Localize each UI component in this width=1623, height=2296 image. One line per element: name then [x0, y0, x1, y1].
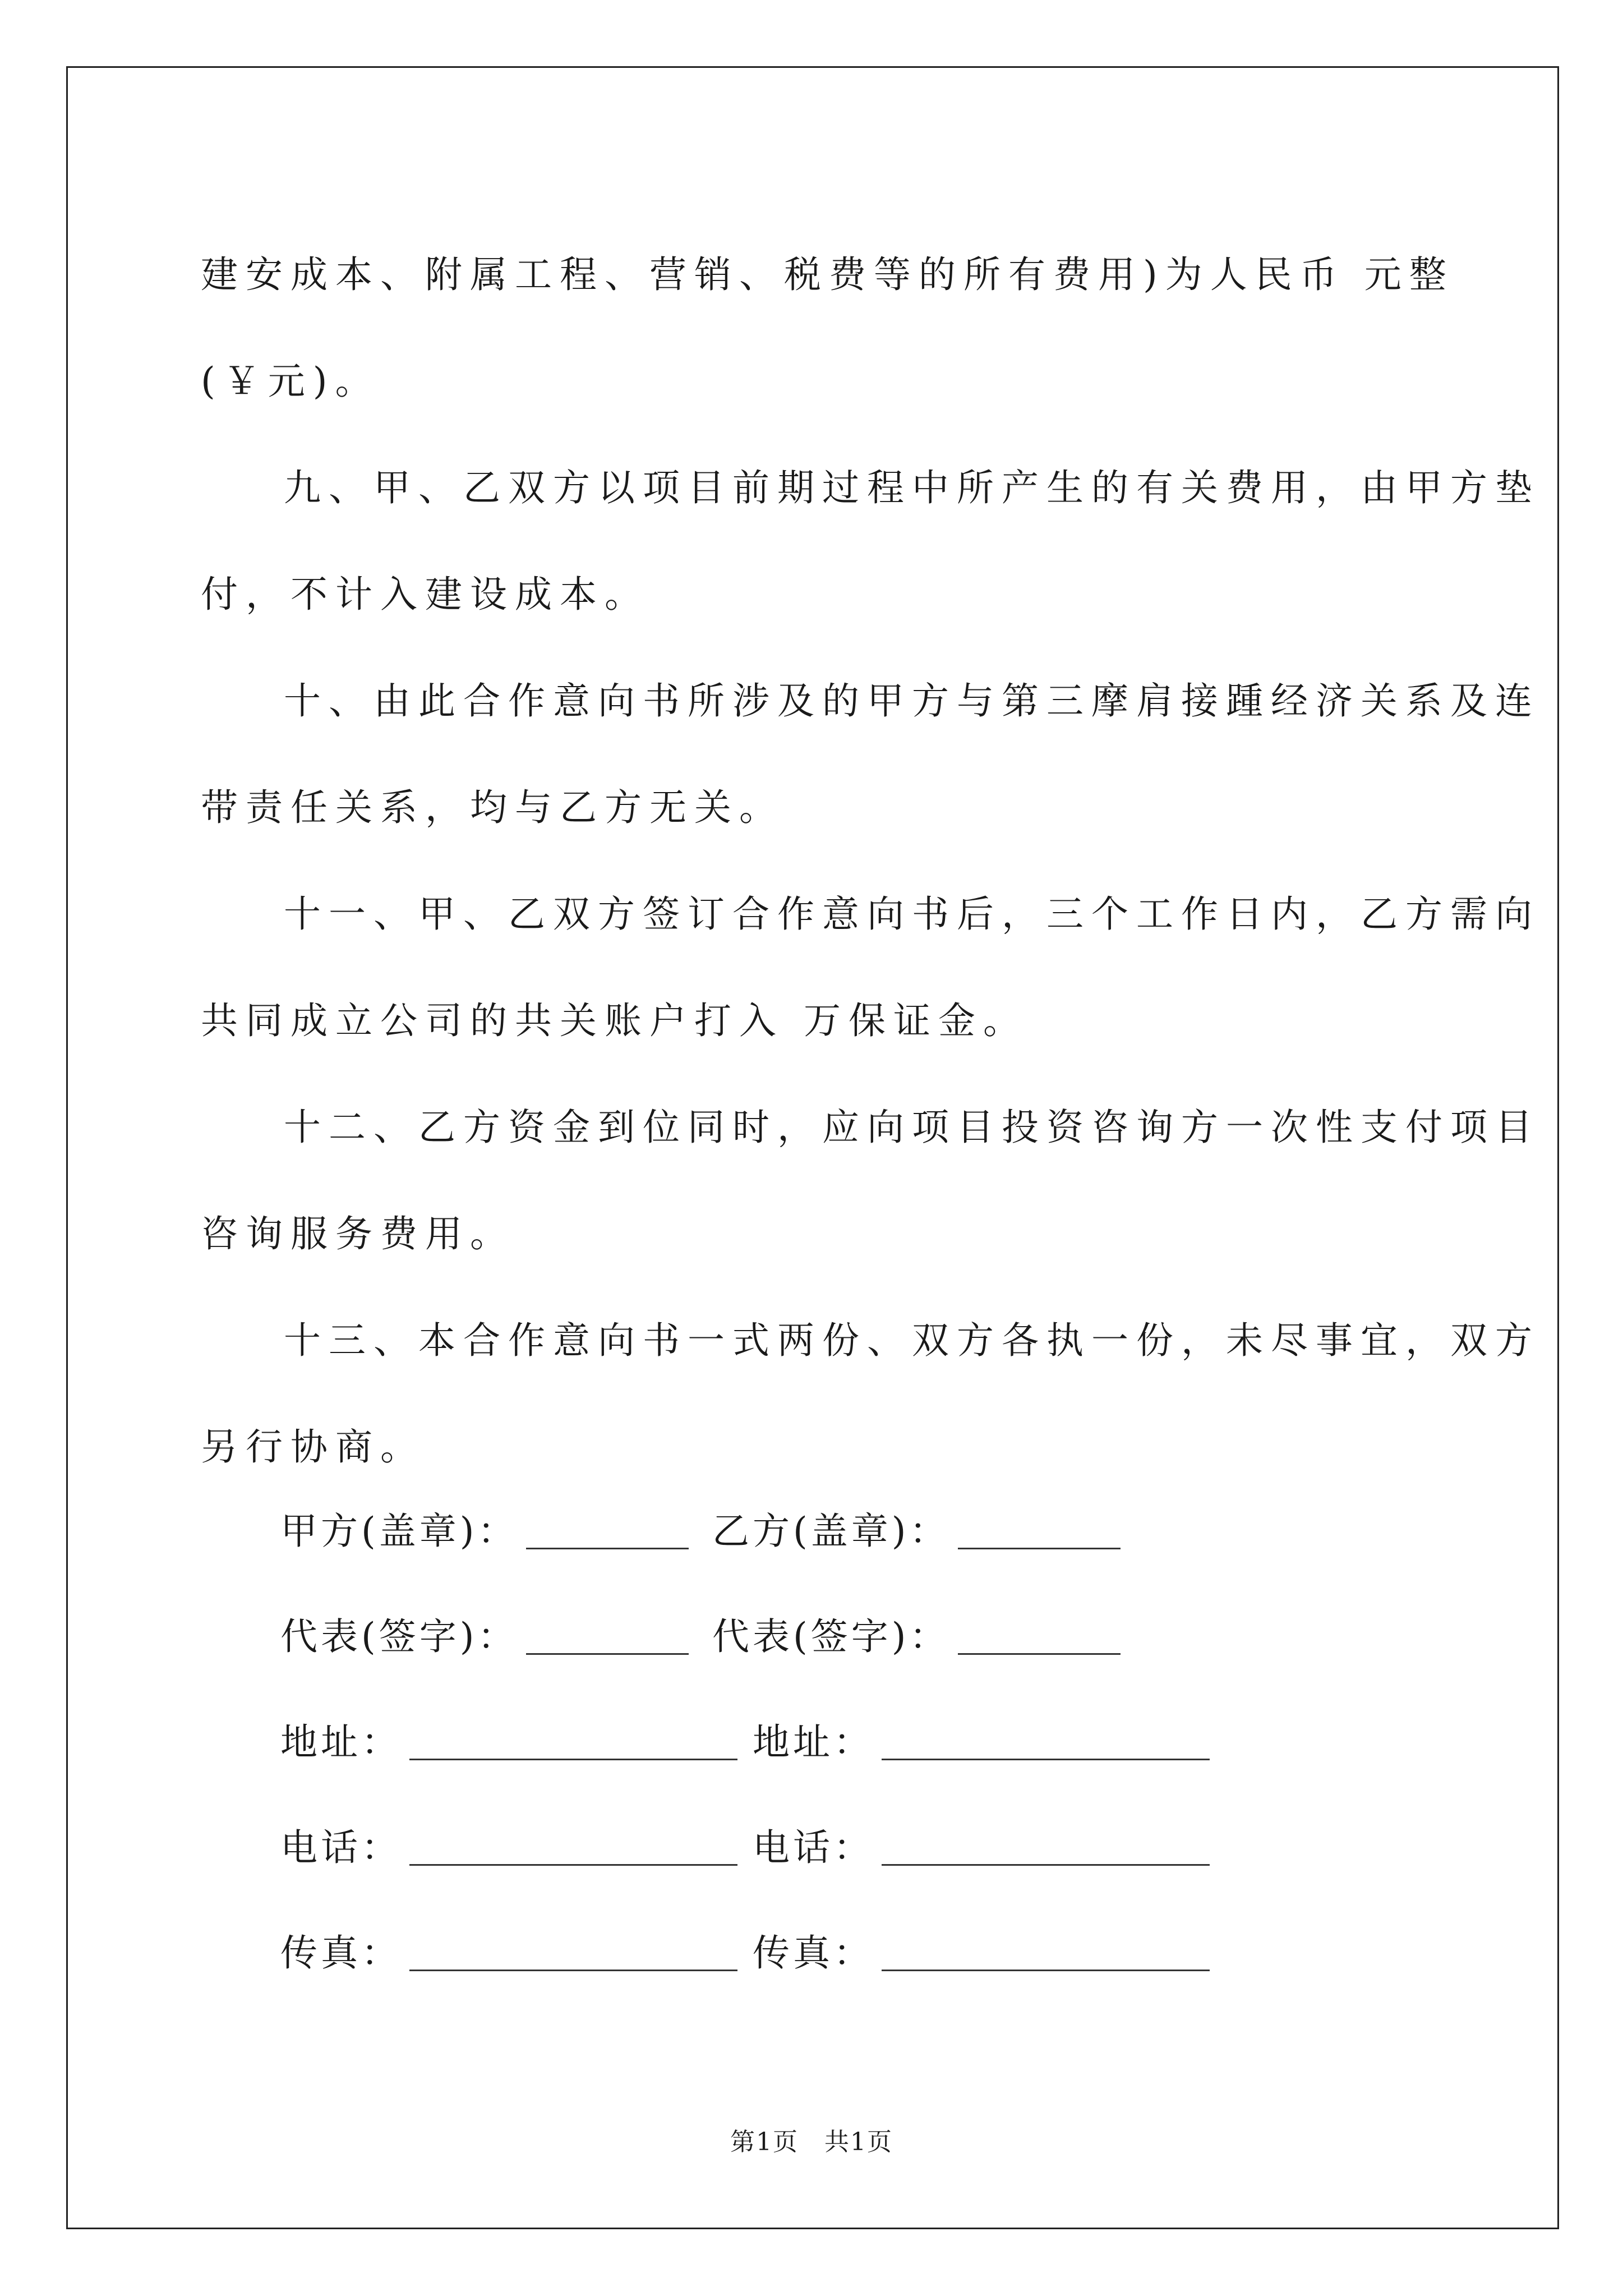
- party-a-fax: [280, 1925, 737, 1981]
- paragraph-line: 带责任关系，均与乙方无关。: [201, 786, 784, 829]
- party-b-phone-field[interactable]: [882, 1832, 1210, 1866]
- party-a-phone-field[interactable]: [409, 1832, 737, 1866]
- paragraph-line: 咨询服务费用。: [201, 1212, 515, 1255]
- party-a-address-field[interactable]: [409, 1726, 737, 1760]
- party-b-seal: [712, 1503, 1121, 1559]
- paragraph-line: 十二、乙方资金到位同时，应向项目投资咨询方一次性支付项目: [284, 1106, 1540, 1149]
- party-b-representative-label: 代表(签字)：: [712, 1615, 950, 1658]
- party-b-representative-field[interactable]: [958, 1621, 1121, 1655]
- party-a-representative-label: 代表(签字)：: [280, 1615, 518, 1658]
- party-a-fax-field[interactable]: [409, 1937, 737, 1971]
- party-a-representative-field[interactable]: [526, 1621, 689, 1655]
- party-b-seal-label: 乙方(盖章)：: [712, 1510, 950, 1553]
- paragraph-line: 十三、本合作意向书一式两份、双方各执一份，未尽事宜，双方: [284, 1319, 1540, 1362]
- paragraph-line: 十、由此合作意向书所涉及的甲方与第三摩肩接踵经济关系及连: [284, 679, 1540, 723]
- paragraph-line: (￥元)。: [201, 360, 380, 403]
- party-b-seal-field[interactable]: [958, 1515, 1121, 1549]
- party-b-address-label: 地址：: [753, 1720, 874, 1764]
- party-a-address-label: 地址：: [280, 1720, 402, 1764]
- party-a-address: [280, 1714, 737, 1770]
- party-b-address-field[interactable]: [882, 1726, 1210, 1760]
- party-b-phone-label: 电话：: [753, 1826, 874, 1869]
- paragraph-line: 共同成立公司的共关账户打入 万保证金。: [201, 999, 1028, 1042]
- party-b-address: [753, 1714, 1210, 1770]
- party-a-representative: [280, 1609, 689, 1665]
- party-b-fax: [753, 1925, 1210, 1981]
- party-b-phone: [753, 1820, 1210, 1876]
- paragraph-line: 十一、甲、乙双方签订合作意向书后，三个工作日内，乙方需向: [284, 892, 1540, 936]
- party-b-fax-field[interactable]: [882, 1937, 1210, 1971]
- paragraph-line: 付，不计入建设成本。: [201, 573, 649, 616]
- page-number-footer: 第1页 共1页: [730, 2128, 893, 2156]
- party-a-seal: [280, 1503, 689, 1559]
- party-a-seal-field[interactable]: [526, 1515, 689, 1549]
- party-a-seal-label: 甲方(盖章)：: [280, 1510, 518, 1553]
- party-a-phone-label: 电话：: [280, 1826, 402, 1869]
- party-b-fax-label: 传真：: [753, 1931, 874, 1975]
- paragraph-line: 建安成本、附属工程、营销、税费等的所有费用)为人民币 元整: [201, 253, 1454, 296]
- party-a-fax-label: 传真：: [280, 1931, 402, 1975]
- party-a-phone: [280, 1820, 737, 1876]
- document-body: [201, 222, 1540, 1501]
- paragraph-line: 九、甲、乙双方以项目前期过程中所产生的有关费用，由甲方垫: [284, 466, 1540, 509]
- paragraph-line: 另行协商。: [201, 1425, 425, 1469]
- party-b-representative: [712, 1609, 1121, 1665]
